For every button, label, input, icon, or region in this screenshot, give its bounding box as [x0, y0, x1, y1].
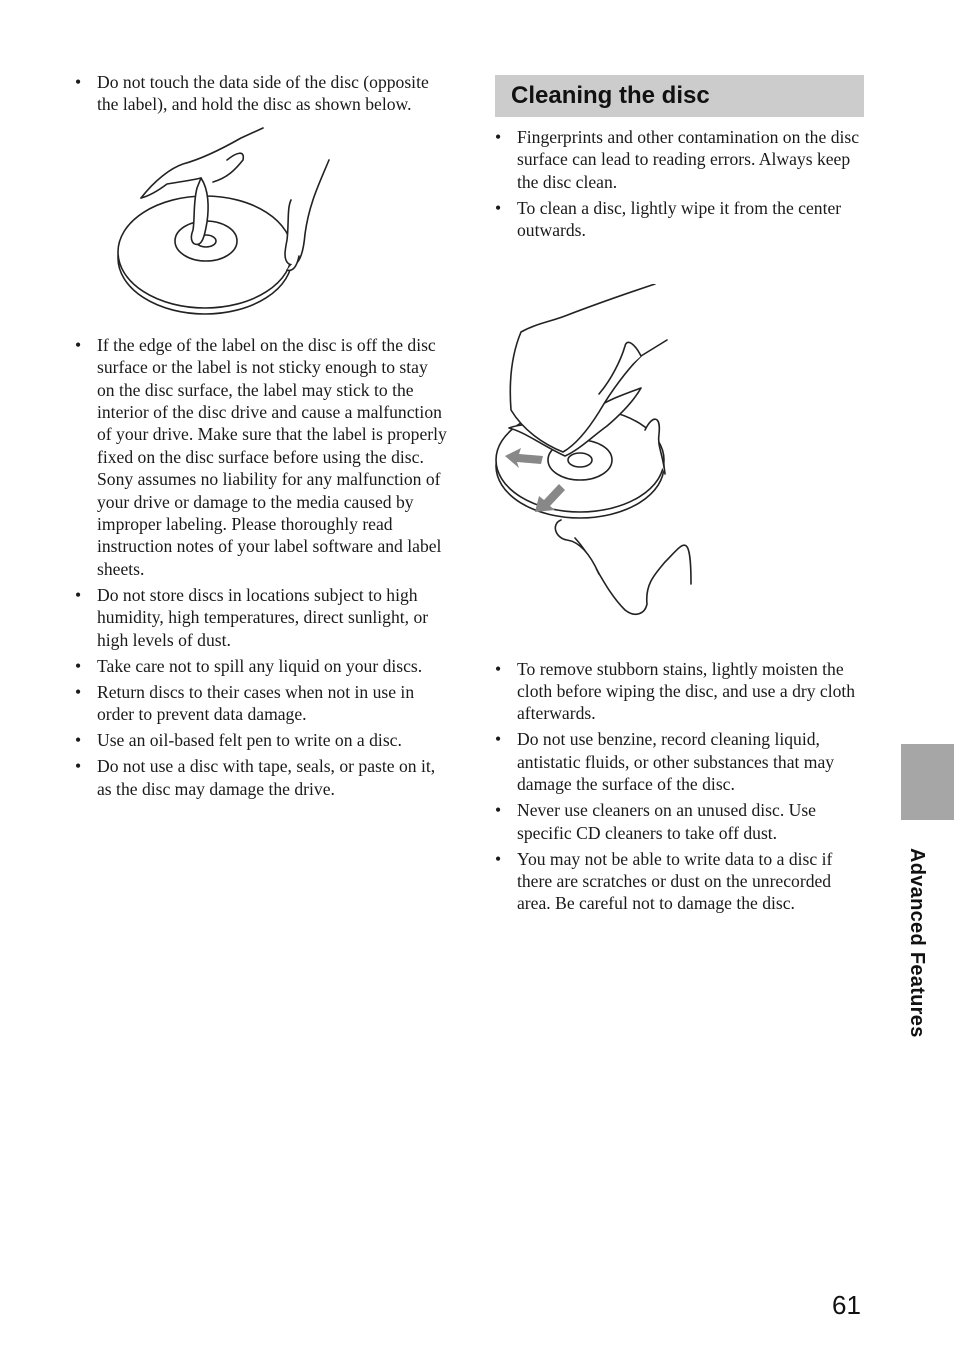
list-item: • Do not use a disc with tape, seals, or paste on it, as the disc may damage the drive. [75, 755, 447, 800]
left-column [75, 71, 447, 804]
list-item: • If the edge of the label on the disc is off the disc surface or the label is not sticky enough to stay on the disc surface, the label may stick to the interior of the disc drive and cause a malfunction of your drive. Make sure that the label is properly fixed on the disc surface before using the disc. Sony assumes no liability for any malfunction of your drive or damage to the media caused by improper labeling. Please thoroughly read instruction notes of your label software and label sheets. [75, 334, 447, 580]
section-title: Cleaning the disc [511, 82, 710, 109]
bullet-list-main [75, 334, 447, 800]
right-column [495, 75, 864, 918]
chapter-label: Advanced Features [906, 848, 928, 1038]
list-item: • Fingerprints and other contamination on the disc surface can lead to reading errors. Always keep the disc clean. [495, 126, 864, 193]
bullet-list-cleaning-bottom [495, 658, 864, 915]
list-item: • Do not touch the data side of the disc (opposite the label), and hold the disc as shown below. [75, 71, 447, 116]
list-item: • Never use cleaners on an unused disc. Use specific CD cleaners to take off dust. [495, 799, 864, 844]
page-number: 61 [832, 1290, 861, 1320]
list-item: • Do not store discs in locations subject to high humidity, high temperatures, direct sunlight, or high levels of dust. [75, 584, 447, 651]
list-item: • Use an oil-based felt pen to write on a disc. [75, 729, 447, 751]
list-item: • To remove stubborn stains, lightly moisten the cloth before wiping the disc, and use a dry cloth afterwards. [495, 658, 864, 725]
bullet-list-cleaning-top [495, 126, 864, 242]
disc-cleaning-illustration [495, 284, 864, 624]
list-item: • Do not use benzine, record cleaning liquid, antistatic fluids, or other substances that may damage the surface of the disc. [495, 728, 864, 795]
chapter-tab [901, 744, 954, 820]
list-item: • To clean a disc, lightly wipe it from the center outwards. [495, 197, 864, 242]
list-item: • Take care not to spill any liquid on your discs. [75, 655, 447, 677]
section-header [495, 75, 864, 117]
list-item: • Return discs to their cases when not in use in order to prevent data damage. [75, 681, 447, 726]
bullet-list-top [75, 71, 447, 116]
list-item: • You may not be able to write data to a disc if there are scratches or dust on the unrecorded area. Be careful not to damage the disc. [495, 848, 864, 915]
disc-holding-illustration [75, 124, 447, 330]
